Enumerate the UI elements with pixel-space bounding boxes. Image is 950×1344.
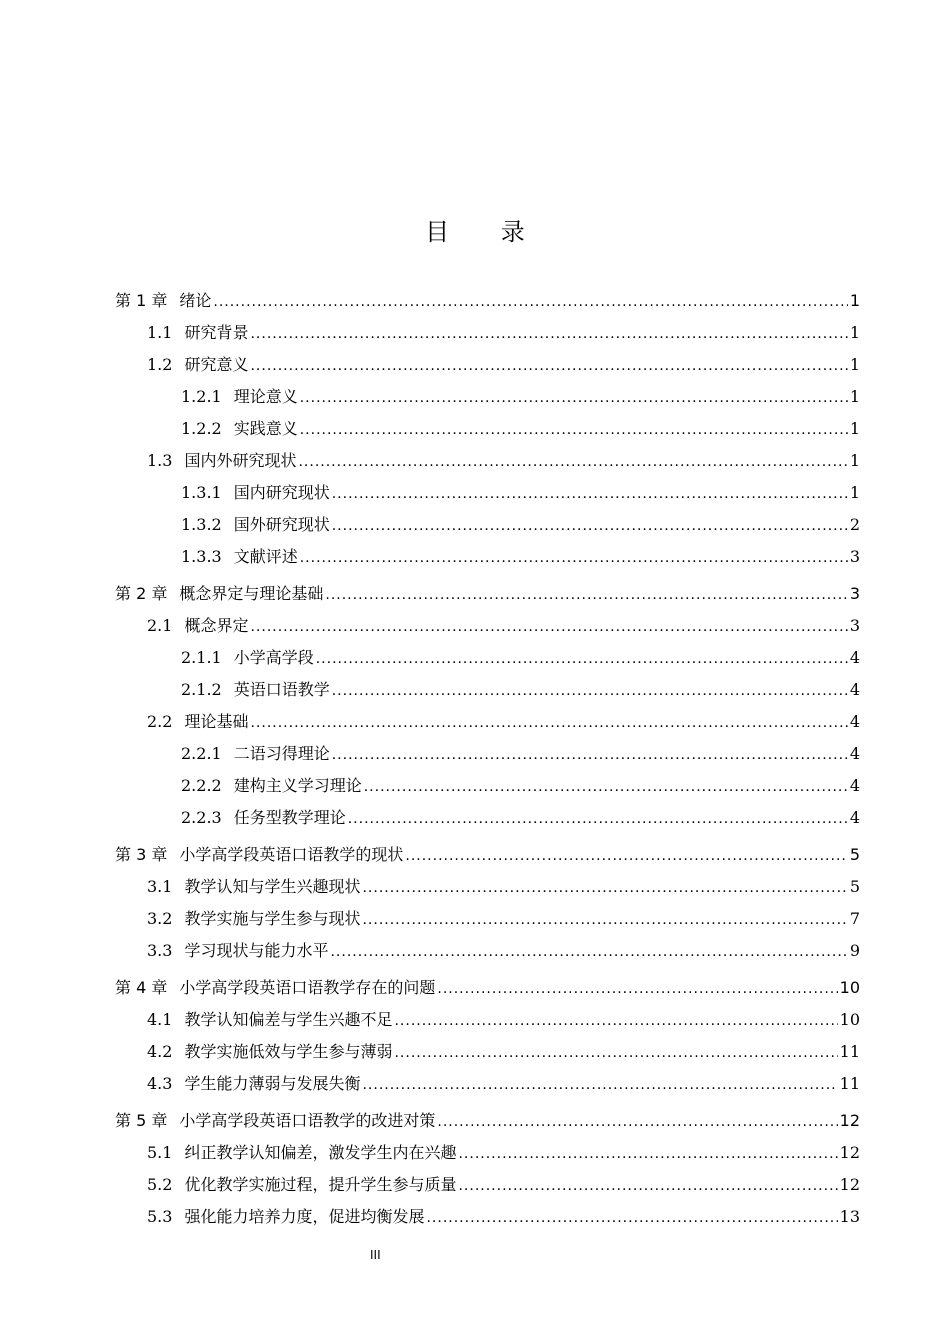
toc-entry[interactable]: [147, 1174, 860, 1196]
toc-entry-label: 英语口语教学: [233, 680, 330, 699]
toc-entry[interactable]: [115, 844, 860, 866]
toc-dot-leader: [213, 291, 847, 313]
toc-entry[interactable]: [115, 977, 860, 999]
toc-entry-number: 2.2.3: [181, 808, 222, 827]
toc-entry-number: 1.3.2: [181, 515, 222, 534]
toc-entry-page: 9: [849, 941, 860, 960]
toc-entry-page: 4: [849, 744, 860, 763]
toc-dot-leader: [250, 712, 847, 734]
toc-entry-number: 2.1.1: [181, 648, 222, 667]
toc-entry-page: 1: [849, 451, 860, 470]
toc-dot-leader: [394, 1042, 837, 1064]
toc-entry-label: 国外研究现状: [233, 515, 330, 534]
toc-entry-number: 2.2.1: [181, 744, 222, 763]
toc-entry-number: 2.2: [147, 712, 173, 731]
toc-entry-label: 小学高学段英语口语教学的现状: [179, 845, 404, 864]
toc-dot-leader: [330, 941, 847, 963]
toc-entry[interactable]: [147, 711, 860, 733]
toc-dot-leader: [332, 483, 848, 505]
toc-entry-page: 4: [849, 808, 860, 827]
toc-entry-page: 1: [849, 291, 860, 310]
toc-entry[interactable]: [181, 386, 860, 408]
toc-entry[interactable]: [147, 354, 860, 376]
toc-entry-label: 国内研究现状: [233, 483, 330, 502]
toc-dot-leader: [364, 776, 848, 798]
toc-entry[interactable]: [147, 940, 860, 962]
toc-entry-number: 1.1: [147, 323, 173, 342]
toc-entry-label: 学习现状与能力水平: [184, 941, 329, 960]
toc-entry[interactable]: [147, 322, 860, 344]
toc-entry-label: 强化能力培养力度，促进均衡发展: [184, 1207, 425, 1226]
toc-entry-number: 1.3: [147, 451, 173, 470]
toc-entry-page: 1: [849, 387, 860, 406]
toc-entry-page: 10: [839, 1010, 860, 1029]
toc-entry-label: 教学认知与学生兴趣现状: [184, 877, 361, 896]
toc-entry-page: 3: [849, 584, 860, 603]
toc-entry-page: 11: [839, 1042, 860, 1061]
toc-entry[interactable]: [147, 1009, 860, 1031]
toc-entry-label: 教学认知偏差与学生兴趣不足: [184, 1010, 393, 1029]
toc-dot-leader: [458, 1143, 837, 1165]
toc-entry-page: 13: [839, 1207, 860, 1226]
toc-entry-number: 4.1: [147, 1010, 173, 1029]
toc-entry-label: 理论意义: [233, 387, 298, 406]
toc-dot-leader: [394, 1010, 837, 1032]
toc-entry-label: 优化教学实施过程，提升学生参与质量: [184, 1175, 457, 1194]
toc-entry-number: 2.1: [147, 616, 173, 635]
toc-entry[interactable]: [147, 908, 860, 930]
toc-entry-number: 5.1: [147, 1143, 173, 1162]
toc-entry[interactable]: [147, 450, 860, 472]
toc-entry-number: 1.3.1: [181, 483, 222, 502]
toc-entry[interactable]: [181, 482, 860, 504]
toc-entry[interactable]: [147, 615, 860, 637]
toc-entry-page: 4: [849, 680, 860, 699]
toc-entry-page: 4: [849, 776, 860, 795]
toc-entry-label: 教学实施低效与学生参与薄弱: [184, 1042, 393, 1061]
toc-entry-number: 3.1: [147, 877, 173, 896]
toc-entry[interactable]: [115, 583, 860, 605]
toc-entry-label: 学生能力薄弱与发展失衡: [184, 1074, 361, 1093]
toc-dot-leader: [300, 547, 848, 569]
toc-entry-label: 研究意义: [184, 355, 249, 374]
toc-dot-leader: [405, 845, 847, 867]
toc-entry-label: 概念界定: [184, 616, 249, 635]
toc-entry[interactable]: [115, 1110, 860, 1132]
toc-entry[interactable]: [115, 290, 860, 312]
toc-entry-page: 3: [849, 616, 860, 635]
toc-dot-leader: [250, 616, 847, 638]
toc-entry[interactable]: [181, 418, 860, 440]
toc-dot-leader: [437, 1111, 837, 1133]
toc-entry-label: 小学高学段英语口语教学存在的问题: [179, 978, 436, 997]
toc-entry-number: 4.2: [147, 1042, 173, 1061]
toc-entry-number: 5.2: [147, 1175, 173, 1194]
toc-entry-number: 1.2.1: [181, 387, 222, 406]
toc-entry-page: 12: [839, 1111, 860, 1130]
toc-dot-leader: [437, 978, 837, 1000]
toc-entry-number: 5.3: [147, 1207, 173, 1226]
toc-entry[interactable]: [147, 876, 860, 898]
toc-dot-leader: [426, 1207, 837, 1229]
toc-entry-label: 绪论: [179, 291, 212, 310]
toc-entry[interactable]: [181, 514, 860, 536]
toc-entry-page: 1: [849, 483, 860, 502]
toc-entry-label: 任务型教学理论: [233, 808, 346, 827]
toc-entry-number: 第 2 章: [115, 584, 168, 603]
toc-entry-label: 纠正教学认知偏差，激发学生内在兴趣: [184, 1143, 457, 1162]
toc-dot-leader: [362, 909, 847, 931]
toc-dot-leader: [458, 1175, 837, 1197]
toc-entry-page: 1: [849, 419, 860, 438]
toc-dot-leader: [250, 323, 847, 345]
toc-dot-leader: [348, 808, 848, 830]
toc-entry-page: 12: [839, 1175, 860, 1194]
toc-entry-label: 概念界定与理论基础: [179, 584, 324, 603]
toc-entry-number: 2.1.2: [181, 680, 222, 699]
toc-entry-label: 国内外研究现状: [184, 451, 297, 470]
toc-dot-leader: [300, 387, 848, 409]
toc-entry[interactable]: [181, 743, 860, 765]
toc-entry[interactable]: [147, 1206, 860, 1228]
page-title: 目 录: [425, 218, 547, 246]
toc-entry-page: 1: [849, 355, 860, 374]
toc-entry-page: 5: [849, 845, 860, 864]
toc-entry-page: 10: [839, 978, 860, 997]
toc-entry[interactable]: [147, 1073, 860, 1095]
toc-dot-leader: [300, 419, 848, 441]
toc-entry-page: 3: [849, 547, 860, 566]
toc-entry[interactable]: [181, 775, 860, 797]
toc-entry-number: 4.3: [147, 1074, 173, 1093]
toc-dot-leader: [362, 877, 847, 899]
toc-entry-number: 2.2.2: [181, 776, 222, 795]
toc-entry-label: 文献评述: [233, 547, 298, 566]
toc-entry-label: 二语习得理论: [233, 744, 330, 763]
toc-dot-leader: [332, 515, 848, 537]
toc-entry-label: 小学高学段: [233, 648, 314, 667]
toc-entry-number: 第 5 章: [115, 1111, 168, 1130]
toc-entry-label: 实践意义: [233, 419, 298, 438]
toc-entry-number: 1.2: [147, 355, 173, 374]
toc-entry-label: 研究背景: [184, 323, 249, 342]
toc-entry-number: 1.2.2: [181, 419, 222, 438]
toc-entry[interactable]: [181, 679, 860, 701]
toc-entry-page: 5: [849, 877, 860, 896]
toc-entry-page: 2: [849, 515, 860, 534]
toc-entry-number: 3.3: [147, 941, 173, 960]
toc-dot-leader: [250, 355, 847, 377]
toc-dot-leader: [325, 584, 847, 606]
toc-entry-page: 12: [839, 1143, 860, 1162]
toc-entry[interactable]: [181, 546, 860, 568]
toc-dot-leader: [298, 451, 847, 473]
toc-dot-leader: [332, 744, 848, 766]
toc-entry[interactable]: [147, 1041, 860, 1063]
toc-entry-number: 第 4 章: [115, 978, 168, 997]
toc-entry-page: 4: [849, 648, 860, 667]
toc-entry-page: 4: [849, 712, 860, 731]
toc-dot-leader: [332, 680, 848, 702]
toc-entry-label: 建构主义学习理论: [233, 776, 362, 795]
toc-dot-leader: [316, 648, 848, 670]
footer-page-number: III: [370, 1248, 381, 1262]
toc-entry-page: 1: [849, 323, 860, 342]
toc-entry-label: 理论基础: [184, 712, 249, 731]
toc-entry-label: 小学高学段英语口语教学的改进对策: [179, 1111, 436, 1130]
toc-dot-leader: [362, 1074, 837, 1096]
toc-entry[interactable]: [181, 647, 860, 669]
toc-entry-number: 第 1 章: [115, 291, 168, 310]
toc-entry-number: 1.3.3: [181, 547, 222, 566]
toc-entry-page: 7: [849, 909, 860, 928]
toc-entry[interactable]: [147, 1142, 860, 1164]
toc-entry-number: 3.2: [147, 909, 173, 928]
toc-entry-number: 第 3 章: [115, 845, 168, 864]
toc-entry-page: 11: [839, 1074, 860, 1093]
toc-entry-label: 教学实施与学生参与现状: [184, 909, 361, 928]
toc-entry[interactable]: [181, 807, 860, 829]
